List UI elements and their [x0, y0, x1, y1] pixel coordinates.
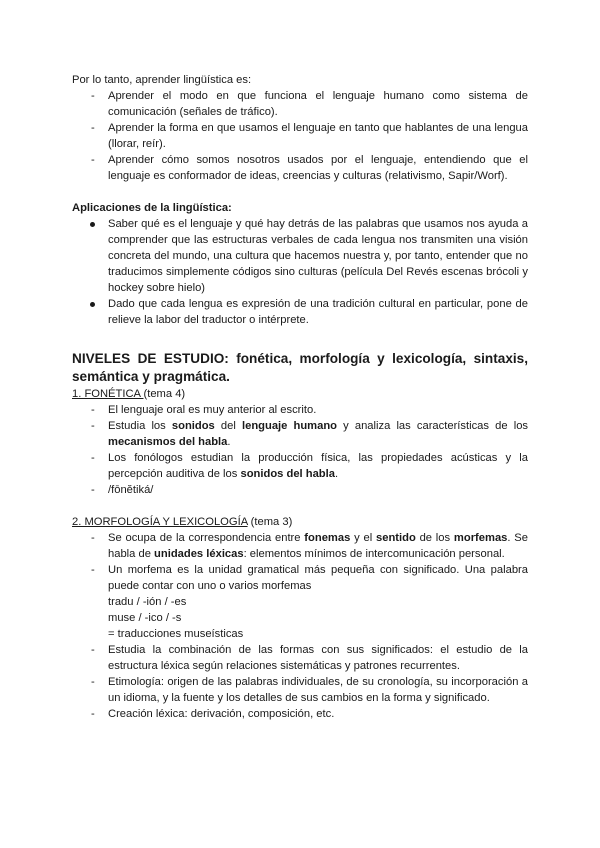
list-item: - Un morfema es la unidad gramatical más pequeña con significado. Una palabra puede contar con uno o varios morfemas tradu / -ión / -es muse / -ico / -s = traducciones museísticas [91, 564, 528, 640]
dash-marker: - [91, 564, 95, 576]
dash-marker: - [91, 708, 95, 720]
intro-list [72, 88, 528, 184]
list-item: - Estudia la combinación de las formas con sus significados: el estudio de la estructura léxica según relaciones sistemáticas y patrones recurrentes. [91, 644, 528, 672]
dash-marker: - [91, 122, 95, 134]
list-item: - Aprender cómo somos nosotros usados por el lenguaje, entendiendo que el lenguaje es conformador de ideas, creencias y culturas (relativismo, Sapir/Worf). [91, 154, 528, 182]
document-page [72, 72, 528, 722]
list-item: - El lenguaje oral es muy anterior al escrito. [91, 404, 317, 416]
applications-heading: Aplicaciones de la lingüística: [72, 202, 232, 214]
list-item: - /fōnĕtiká/ [91, 484, 154, 496]
list-item: - Creación léxica: derivación, composición, etc. [91, 708, 335, 720]
dash-marker: - [91, 532, 95, 544]
morfologia-list [72, 530, 528, 722]
dash-marker: - [91, 676, 95, 688]
applications-list [72, 216, 528, 328]
dash-marker: - [91, 90, 95, 102]
morpheme-example: tradu / -ión / -es [108, 596, 187, 608]
list-item: - Los fonólogos estudian la producción física, las propiedades acústicas y la percepción auditiva de los sonidos del habla. [91, 452, 528, 480]
list-item: Dado que cada lengua es expresión de una tradición cultural en particular, pone de relieve la labor del traductor o intérprete. [72, 296, 528, 328]
bullet-icon [90, 302, 95, 307]
dash-marker: - [91, 154, 95, 166]
dash-marker: - [91, 420, 95, 432]
morpheme-example: = traducciones museísticas [108, 628, 244, 640]
fonetica-list [72, 402, 528, 498]
list-item: - Etimología: origen de las palabras individuales, de su cronología, su incorporación a un idioma, y la fuente y los detalles de sus cambios en la forma y significado. [91, 676, 528, 704]
dash-marker: - [91, 404, 95, 416]
fonetica-title: 1. FONÉTICA (tema 4) [72, 388, 186, 400]
morpheme-example: muse / -ico / -s [108, 612, 182, 624]
list-item: - Se ocupa de la correspondencia entre fonemas y el sentido de los morfemas. Se habla de unidades léxicas: elementos mínimos de intercomunicación personal. [91, 532, 528, 560]
dash-marker: - [91, 484, 95, 496]
bullet-icon [90, 222, 95, 227]
intro-text: Por lo tanto, aprender lingüística es: [72, 74, 252, 86]
dash-marker: - [91, 452, 95, 464]
list-item: - Estudia los sonidos del lenguaje humano y analiza las características de los mecanismos del habla. [91, 420, 529, 448]
list-item: Saber qué es el lenguaje y qué hay detrás de las palabras que usamos nos ayuda a comprender que las estructuras verbales de cada lengua nos transmiten una visión concreta del mundo, una cultura que hacemos nuestra y, por tanto, entender que no traducimos simplemente códigos sino culturas (película Del Revés escenas brócoli y hockey sobre hielo) [72, 216, 528, 296]
niveles-heading: NIVELES DE ESTUDIO: fonética, morfología y lexicología, sintaxis, semántica y pragmática. [72, 351, 528, 384]
list-item: - Aprender el modo en que funciona el lenguaje humano como sistema de comunicación (señales de tráfico). [91, 90, 528, 118]
list-item: - Aprender la forma en que usamos el lenguaje en tanto que hablantes de una lengua (llorar, reír). [91, 122, 528, 150]
dash-marker: - [91, 644, 95, 656]
morfologia-title: 2. MORFOLOGÍA Y LEXICOLOGÍA (tema 3) [72, 516, 293, 528]
